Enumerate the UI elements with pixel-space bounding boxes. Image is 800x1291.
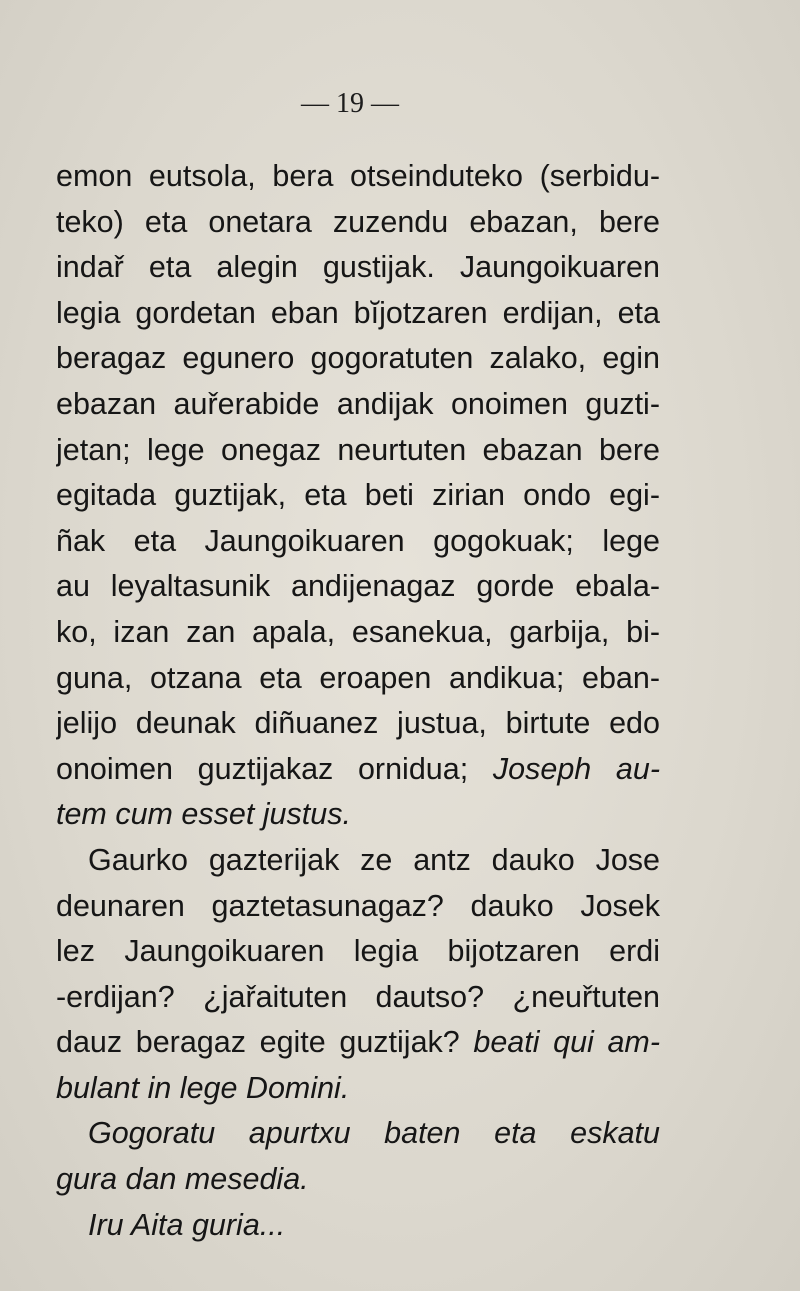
text-line: Gaurko gazterijak ze antz dauko Jose [88, 842, 660, 877]
text-line: dauz beragaz egite guztijak? beati qui am- [56, 1025, 660, 1060]
latin-quote: beati qui am- [473, 1025, 660, 1060]
text-line: jelijo deunak diñuanez justua, birtute edo [56, 706, 660, 741]
latin-quote: Joseph au- [492, 751, 660, 786]
text-line: au leyaltasunik andijenagaz gorde ebala- [56, 569, 660, 604]
text-line: onoimen guztijakaz ornidua; Joseph au- [56, 751, 660, 786]
text-line: indař eta alegin gustijak. Jaungoikuaren [56, 250, 660, 285]
latin-quote: bulant in lege Domini. [56, 1070, 350, 1105]
text-line: ebazan auřerabide andijak onoimen guzti- [56, 386, 660, 421]
prayer-line: Iru Aita guria... [88, 1207, 286, 1242]
page-number: — 19 — [301, 88, 399, 119]
text-line: emon eutsola, bera otseinduteko (serbidu- [56, 159, 660, 193]
prayer-line: Gogoratu apurtxu baten eta eskatu [88, 1116, 660, 1151]
text-line: jetan; lege onegaz neurtuten ebazan bere [56, 432, 660, 467]
text-line: egitada guztijak, eta beti zirian ondo egi- [56, 478, 660, 513]
latin-quote: tem cum esset justus. [56, 797, 351, 832]
body-text [56, 154, 660, 1248]
prayer-line: gura dan mesedia. [56, 1162, 309, 1197]
text-line: guna, otzana eta eroapen andikua; eban- [56, 660, 660, 695]
text-line: legia gordetan eban bĭjotzaren erdijan, eta [56, 295, 660, 330]
text-line: lez Jaungoikuaren legia bijotzaren erdi [56, 934, 660, 969]
text-line: deunaren gaztetasunagaz? dauko Josek [56, 888, 660, 923]
text-line: ñak eta Jaungoikuaren gogokuak; lege [56, 523, 660, 558]
text-line: -erdijan? ¿jařaituten dautso? ¿neuřtuten [56, 979, 660, 1014]
text-line: ko, izan zan apala, esanekua, garbija, bi- [56, 614, 660, 649]
text-line: teko) eta onetara zuzendu ebazan, bere [56, 204, 660, 239]
text-line: beragaz egunero gogoratuten zalako, egin [56, 341, 660, 376]
